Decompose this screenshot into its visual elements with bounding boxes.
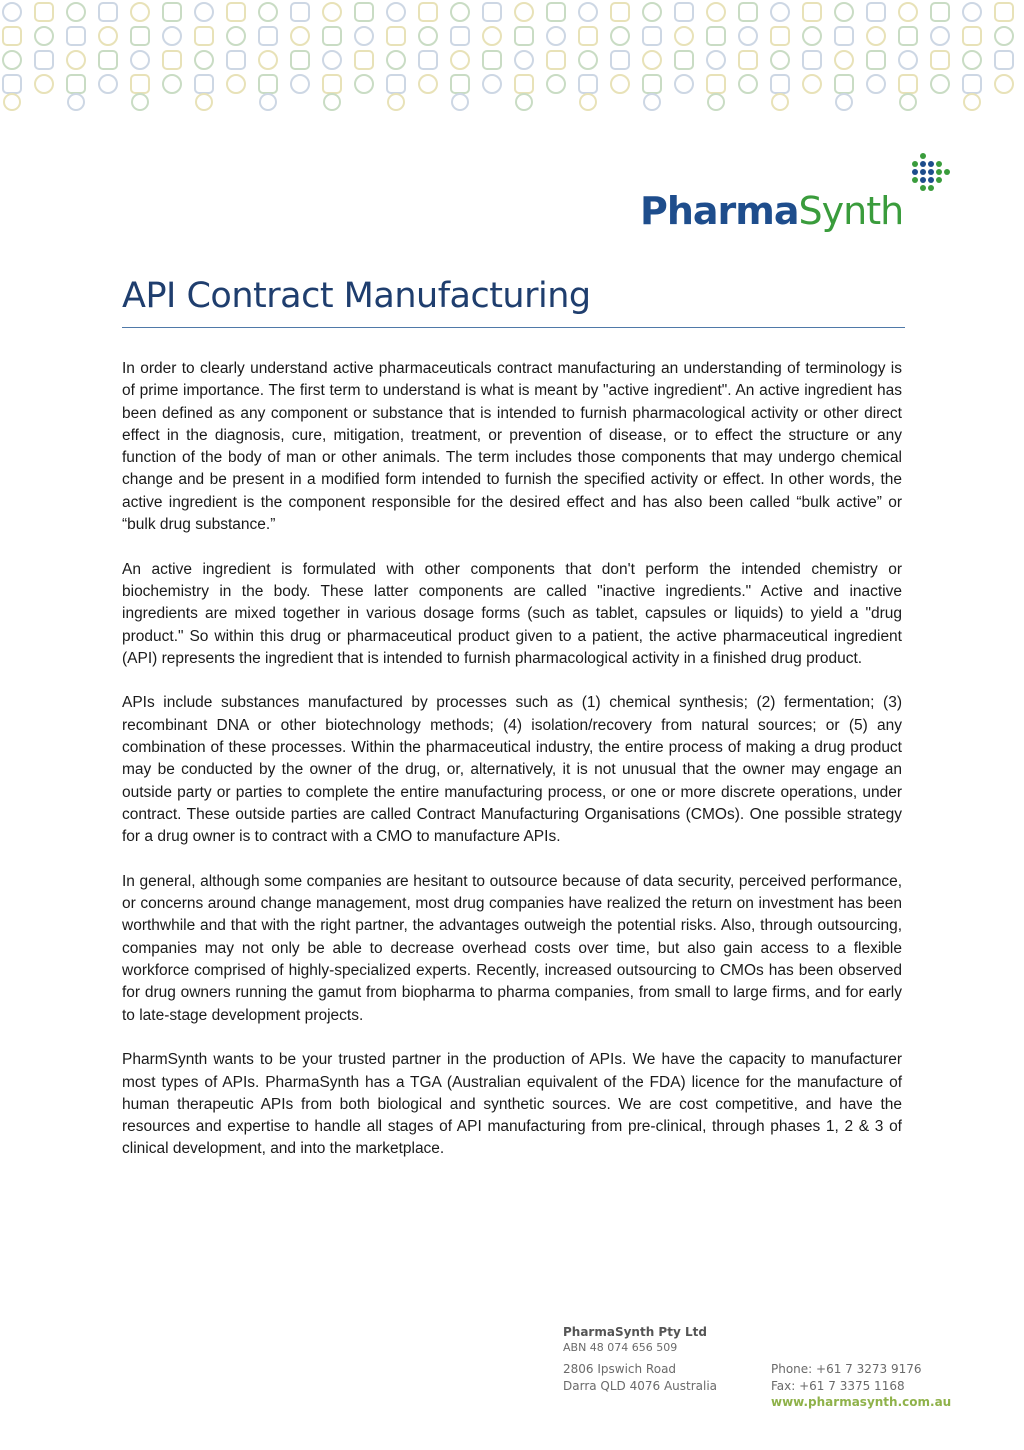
pattern-shape (163, 75, 181, 93)
pattern-shape (867, 75, 885, 93)
title-divider (122, 327, 905, 328)
pattern-shape (355, 51, 373, 69)
pattern-shape (675, 75, 693, 93)
pattern-shape (3, 3, 21, 21)
pattern-shape (900, 94, 916, 110)
pattern-shape (964, 94, 980, 110)
footer-website-link[interactable]: www.pharmasynth.com.au (771, 1395, 952, 1409)
pattern-shape (291, 27, 309, 45)
pattern-shape (963, 51, 981, 69)
pattern-shape (68, 94, 84, 110)
pattern-shape (67, 75, 85, 93)
pattern-shape (995, 51, 1013, 69)
footer-contact (563, 1325, 963, 1425)
pattern-shape (355, 27, 373, 45)
logo-wordmark (640, 188, 903, 234)
pattern-shape (643, 75, 661, 93)
pattern-shape (227, 51, 245, 69)
pattern-shape (739, 27, 757, 45)
pattern-shape (931, 3, 949, 21)
pattern-shape (483, 51, 501, 69)
pattern-shape (835, 3, 853, 21)
pattern-shape (387, 27, 405, 45)
pattern-shape (643, 3, 661, 21)
pattern-shape (195, 75, 213, 93)
pharmasynth-logo (640, 150, 960, 240)
pattern-shape (836, 94, 852, 110)
pattern-shape (291, 75, 309, 93)
pattern-shape (963, 3, 981, 21)
footer-company-name: PharmaSynth Pty Ltd (563, 1325, 707, 1339)
pattern-shape (516, 94, 532, 110)
pattern-shape (739, 51, 757, 69)
pattern-shape (643, 27, 661, 45)
pattern-shape (644, 94, 660, 110)
pattern-shape (452, 94, 468, 110)
paragraph-3: APIs include substances manufactured by processes such as (1) chemical synthesis; (2) fermentation; (3) recombinant DNA or other biotechnology methods; (4) isolation/recovery from natural sources; or (5) any combination of these processes. Within the pharmaceutical industry, the entire process of making a drug product may be conducted by the owner of the drug, or, alternatively, it is not unusual that the owner may engage an outside party or parties to complete the entire manufacturing process, or one or more discrete operations, under contract. These outside parties are called Contract Manufacturing Organisations (CMOs). One possible strategy for a drug owner is to contract with a CMO to manufacture APIs. (122, 694, 902, 846)
pattern-shape (931, 27, 949, 45)
pattern-shape (387, 75, 405, 93)
pattern-shape (388, 94, 404, 110)
pattern-shape (547, 27, 565, 45)
page-title: API Contract Manufacturing (122, 276, 591, 316)
pattern-shape (323, 3, 341, 21)
pattern-shape (739, 3, 757, 21)
pattern-shape (227, 27, 245, 45)
pattern-shape (3, 27, 21, 45)
pattern-shape (515, 51, 533, 69)
pattern-shape (163, 51, 181, 69)
pattern-shape (835, 75, 853, 93)
pattern-shape (867, 27, 885, 45)
pattern-shape (227, 75, 245, 93)
pattern-shape (259, 51, 277, 69)
pattern-shape (515, 27, 533, 45)
pattern-shape (67, 3, 85, 21)
pattern-shape (35, 75, 53, 93)
pattern-shape (387, 51, 405, 69)
pattern-shape (771, 3, 789, 21)
pattern-shape (899, 27, 917, 45)
pattern-shape (131, 3, 149, 21)
pattern-shape (579, 75, 597, 93)
pattern-shape (707, 27, 725, 45)
pattern-shape (643, 51, 661, 69)
pattern-shape (611, 75, 629, 93)
pattern-shape (708, 94, 724, 110)
pattern-shape (995, 3, 1013, 21)
pattern-shape (835, 27, 853, 45)
pattern-shape (580, 94, 596, 110)
pattern-shape (579, 3, 597, 21)
pattern-shape (291, 3, 309, 21)
pattern-shape (803, 75, 821, 93)
header-pattern (0, 0, 1024, 122)
footer-fax: Fax: +61 7 3375 1168 (771, 1379, 905, 1393)
pattern-shape (803, 3, 821, 21)
pattern-shape (483, 27, 501, 45)
pattern-shape (131, 51, 149, 69)
footer-address-line2: Darra QLD 4076 Australia (563, 1379, 718, 1393)
pattern-shape (196, 94, 212, 110)
pattern-shape (803, 51, 821, 69)
paragraph-2: An active ingredient is formulated with other components that don't perform the intended chemistry or biochemistry in the body. These latter components are called "inactive ingredients." Active and inactive ingredients are mixed together in various dosage forms (such as tablet, capsules or liquids) to yield a "drug product." So within this drug or pharmaceutical product given to a patient, the active pharmaceutical ingredient (API) represents the ingredient that is intended to furnish pharmacological activity in a finished drug product. (122, 560, 902, 667)
pattern-shape (323, 75, 341, 93)
pattern-shape (675, 51, 693, 69)
pattern-shape (611, 3, 629, 21)
pattern-shape (867, 51, 885, 69)
pattern-shape (515, 75, 533, 93)
pattern-shape (355, 3, 373, 21)
pattern-shape (835, 51, 853, 69)
pattern-shape (324, 94, 340, 110)
pattern-shape (323, 51, 341, 69)
pattern-shape (803, 27, 821, 45)
pattern-shape (707, 75, 725, 93)
pattern-shape (963, 27, 981, 45)
pattern-shape (579, 27, 597, 45)
pattern-shape (515, 3, 533, 21)
paragraph-5: PharmSynth wants to be your trusted partner in the production of APIs. We have the capacity to manufacturer most types of APIs. PharmaSynth has a TGA (Australian equivalent of the FDA) licence for the manufacture of human therapeutic APIs from both biological and synthetic sources. We are cost competitive, and have the resources and expertise to handle all stages of API manufacturing from pre-clinical, through phases 1, 2 & 3 of clinical development, and into the marketplace. (122, 1051, 902, 1158)
pattern-shape (675, 3, 693, 21)
pattern-shape (355, 75, 373, 93)
pattern-shape (387, 3, 405, 21)
pattern-shape (260, 94, 276, 110)
pattern-shape (99, 27, 117, 45)
pattern-shape (995, 75, 1013, 93)
pattern-shape (35, 51, 53, 69)
pattern-shape (772, 94, 788, 110)
pattern-shape (163, 3, 181, 21)
pattern-shape (771, 27, 789, 45)
pattern-shape (67, 51, 85, 69)
pattern-shape (611, 27, 629, 45)
paragraph-4: In general, although some companies are hesitant to outsource because of data security, perceived performance, or concerns around change management, most drug companies have realized the return on investment has been worthwhile and that with the right partner, the advantages outweigh the potential risks. Also, through outsourcing, companies may not only be able to decrease overhead costs over time, but also gain access to a flexible workforce comprised of highly-specialized experts. Recently, increased outsourcing to CMOs has been observed for drug owners running the gamut from biopharma to pharma companies, from small to large firms, and for early to late-stage development projects. (122, 872, 902, 1024)
pattern-shape (323, 27, 341, 45)
pattern-shape (3, 51, 21, 69)
pattern-shape (579, 51, 597, 69)
logo-text-pharma: Pharma (640, 189, 799, 233)
pattern-shape (547, 3, 565, 21)
pattern-shape (419, 51, 437, 69)
pattern-shape (419, 75, 437, 93)
pattern-shape (291, 51, 309, 69)
pattern-shape (995, 27, 1013, 45)
paragraph-1: In order to clearly understand active pharmaceuticals contract manufacturing an understanding of terminology is of prime importance. The first term to understand is what is meant by "active ingredient". An active ingredient has been defined as any component or substance that is intended to furnish pharmacological activity or other direct effect in the diagnosis, cure, mitigation, treatment, or prevention of disease, or to effect the structure or any function of the body of man or other animals. The term includes those components that may undergo chemical change and be present in a modified form intended to furnish the specified activity or effect. In other words, the active ingredient is the component responsible for the desired effect and has also been called “bulk active” or “bulk drug substance.” (122, 360, 902, 534)
pattern-shape (419, 27, 437, 45)
pattern-shape (931, 75, 949, 93)
pattern-shape (451, 27, 469, 45)
pattern-shape (483, 3, 501, 21)
footer-address-line1: 2806 Ipswich Road (563, 1362, 677, 1376)
pattern-shape (547, 51, 565, 69)
pattern-shape (611, 51, 629, 69)
pattern-shape (195, 3, 213, 21)
pattern-shape (132, 94, 148, 110)
pattern-shape (899, 3, 917, 21)
pattern-shape (3, 75, 21, 93)
pattern-shape (899, 75, 917, 93)
pattern-shape (707, 51, 725, 69)
pattern-shape (707, 3, 725, 21)
pattern-shape (451, 75, 469, 93)
pattern-shape (771, 75, 789, 93)
logo-dot-grid-icon (905, 150, 955, 200)
pattern-shape (35, 27, 53, 45)
footer-abn: ABN 48 074 656 509 (563, 1341, 678, 1354)
pattern-shape (259, 75, 277, 93)
pattern-shape (163, 27, 181, 45)
pattern-shape (451, 3, 469, 21)
pattern-shape (867, 3, 885, 21)
pattern-shape (259, 3, 277, 21)
pattern-shape (963, 75, 981, 93)
document-body (122, 358, 902, 1183)
pattern-shape (67, 27, 85, 45)
pattern-shape (451, 51, 469, 69)
pattern-shape (675, 27, 693, 45)
logo-text-synth: Synth (798, 189, 904, 233)
pattern-shape (483, 75, 501, 93)
pattern-shape (899, 51, 917, 69)
pattern-shape (35, 3, 53, 21)
pattern-shape (131, 75, 149, 93)
pattern-shape (419, 3, 437, 21)
pattern-shape (195, 51, 213, 69)
pattern-shape (195, 27, 213, 45)
pattern-shape (99, 3, 117, 21)
pattern-shape (227, 3, 245, 21)
pattern-shape (931, 51, 949, 69)
pattern-shape (99, 75, 117, 93)
pattern-shape (131, 27, 149, 45)
pattern-shape (771, 51, 789, 69)
pattern-shape (99, 51, 117, 69)
pattern-shape (739, 75, 757, 93)
pattern-shape (4, 94, 20, 110)
pattern-shape (259, 27, 277, 45)
footer-phone: Phone: +61 7 3273 9176 (771, 1362, 922, 1376)
pattern-shape (547, 75, 565, 93)
